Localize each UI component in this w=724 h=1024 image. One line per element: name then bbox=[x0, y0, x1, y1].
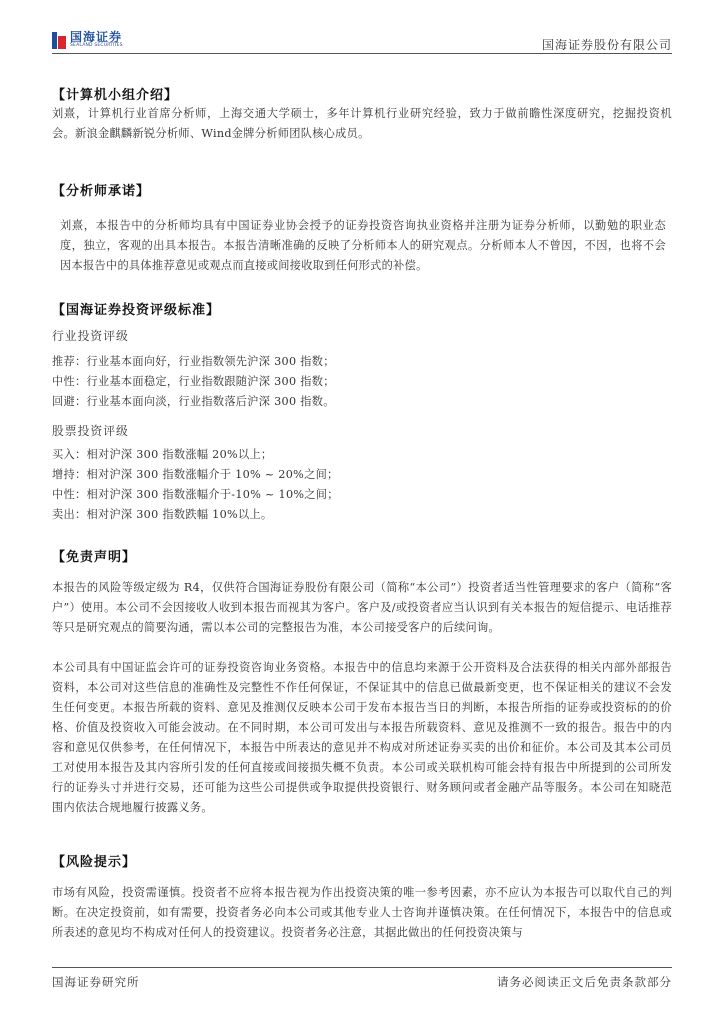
analyst-commitment-section bbox=[52, 180, 672, 276]
industry-rating-line: 回避：行业基本面向淡，行业指数落后沪深 300 指数。 bbox=[52, 395, 335, 408]
stock-rating-line: 中性：相对沪深 300 指数涨幅介于-10% ~ 10%之间； bbox=[52, 488, 339, 501]
company-name: 国海证券股份有限公司 bbox=[541, 38, 672, 52]
header-divider bbox=[52, 53, 672, 54]
risk-title: 【风险提示】 bbox=[52, 855, 137, 870]
stock-rating-heading: 股票投资评级 bbox=[52, 424, 129, 438]
analyst-commitment-title: 【分析师承诺】 bbox=[52, 184, 151, 199]
industry-rating-line: 中性：行业基本面稳定，行业指数跟随沪深 300 指数； bbox=[52, 375, 335, 388]
team-intro-section bbox=[52, 84, 672, 144]
footer-divider bbox=[52, 967, 672, 968]
stock-rating-line: 增持：相对沪深 300 指数涨幅介于 10% ~ 20%之间； bbox=[52, 468, 339, 481]
industry-rating-line: 推荐：行业基本面向好，行业指数领先沪深 300 指数； bbox=[52, 355, 335, 368]
stock-rating-line: 卖出：相对沪深 300 指数跌幅 10%以上。 bbox=[52, 508, 273, 521]
disclaimer-title: 【免责声明】 bbox=[52, 550, 137, 565]
footer-notice: 请务必阅读正文后免责条款部分 bbox=[497, 975, 672, 989]
risk-body: 市场有风险，投资需谨慎。投资者不应将本报告视为作出投资决策的唯一参考因素，亦不应认为本报告可以取代自己的判断。在决定投资前，如有需要，投资者务必向本公司或其他专业人士咨询并谨慎决策。在任何情况下，本报告中的信息或所表述的意见均不构成对任何人的投资建议。投资者务必注意，其据此做出的任何投资决策与 bbox=[52, 886, 672, 939]
page-header bbox=[0, 0, 724, 56]
logo-mark-icon bbox=[52, 32, 66, 49]
rating-standard-title: 【国海证券投资评级标准】 bbox=[52, 303, 221, 318]
team-intro-body: 刘熹，计算机行业首席分析师，上海交通大学硕士，多年计算机行业研究经验，致力于做前瞻性深度研究，挖掘投资机会。新浪金麒麟新锐分析师、Wind金牌分析师团队核心成员。 bbox=[52, 107, 672, 140]
industry-rating-heading: 行业投资评级 bbox=[52, 329, 129, 343]
disclaimer-paragraph-2: 本公司具有中国证监会许可的证券投资咨询业务资格。本报告中的信息均来源于公开资料及合法获得的相关内部外部报告资料，本公司对这些信息的准确性及完整性不作任何保证，不保证其中的信息已做最新变更，也不保证相关的建议不会发生任何变更。本报告所载的资料、意见及推测仅反映本公司于发布本报告当日的判断，本报告所指的证券或投资标的的价格、价值及投资收入可能会波动。在不同时期，本公司可发出与本报告所载资料、意见及推测不一致的报告。报告中的内容和意见仅供参考，在任何情况下，本报告中所表达的意见并不构成对所述证券买卖的出价和征价。本公司及其本公司员工对使用本报告及其内容所引发的任何直接或间接损失概不负责。本公司或关联机构可能会持有报告中所提到的公司所发行的证券头寸并进行交易，还可能为这些公司提供或争取提供投资银行、财务顾问或者金融产品等服务。本公司在知晓范围内依法合规地履行披露义务。 bbox=[52, 661, 672, 814]
team-intro-title: 【计算机小组介绍】 bbox=[52, 88, 179, 103]
logo-name: 国海证券 bbox=[70, 30, 123, 45]
risk-section bbox=[52, 851, 672, 943]
stock-rating-line: 买入：相对沪深 300 指数涨幅 20%以上； bbox=[52, 448, 273, 461]
disclaimer-section bbox=[52, 546, 672, 818]
company-logo bbox=[52, 30, 123, 50]
disclaimer-paragraph-1: 本报告的风险等级定级为 R4，仅供符合国海证券股份有限公司（简称“本公司”）投资者适当性管理要求的客户（简称“客户”）使用。本公司不会因接收人收到本报告而视其为客户。客户及/或投资者应当认识到有关本报告的短信提示、电话推荐等只是研究观点的简要沟通，需以本公司的完整报告为准，本公司接受客户的后续问询。 bbox=[52, 581, 672, 634]
footer-institute: 国海证券研究所 bbox=[52, 975, 140, 989]
analyst-commitment-body: 刘熹，本报告中的分析师均具有中国证券业协会授予的证券投资咨询执业资格并注册为证券分析师，以勤勉的职业态度，独立，客观的出具本报告。本报告清晰准确的反映了分析师本人的研究观点。分析师本人不曾因，不因，也将不会因本报告中的具体推荐意见或观点而直接或间接收取到任何形式的补偿。 bbox=[60, 219, 666, 272]
logo-english-name: SEALAND SECURITIES bbox=[70, 43, 123, 49]
rating-standard-section bbox=[52, 299, 672, 525]
